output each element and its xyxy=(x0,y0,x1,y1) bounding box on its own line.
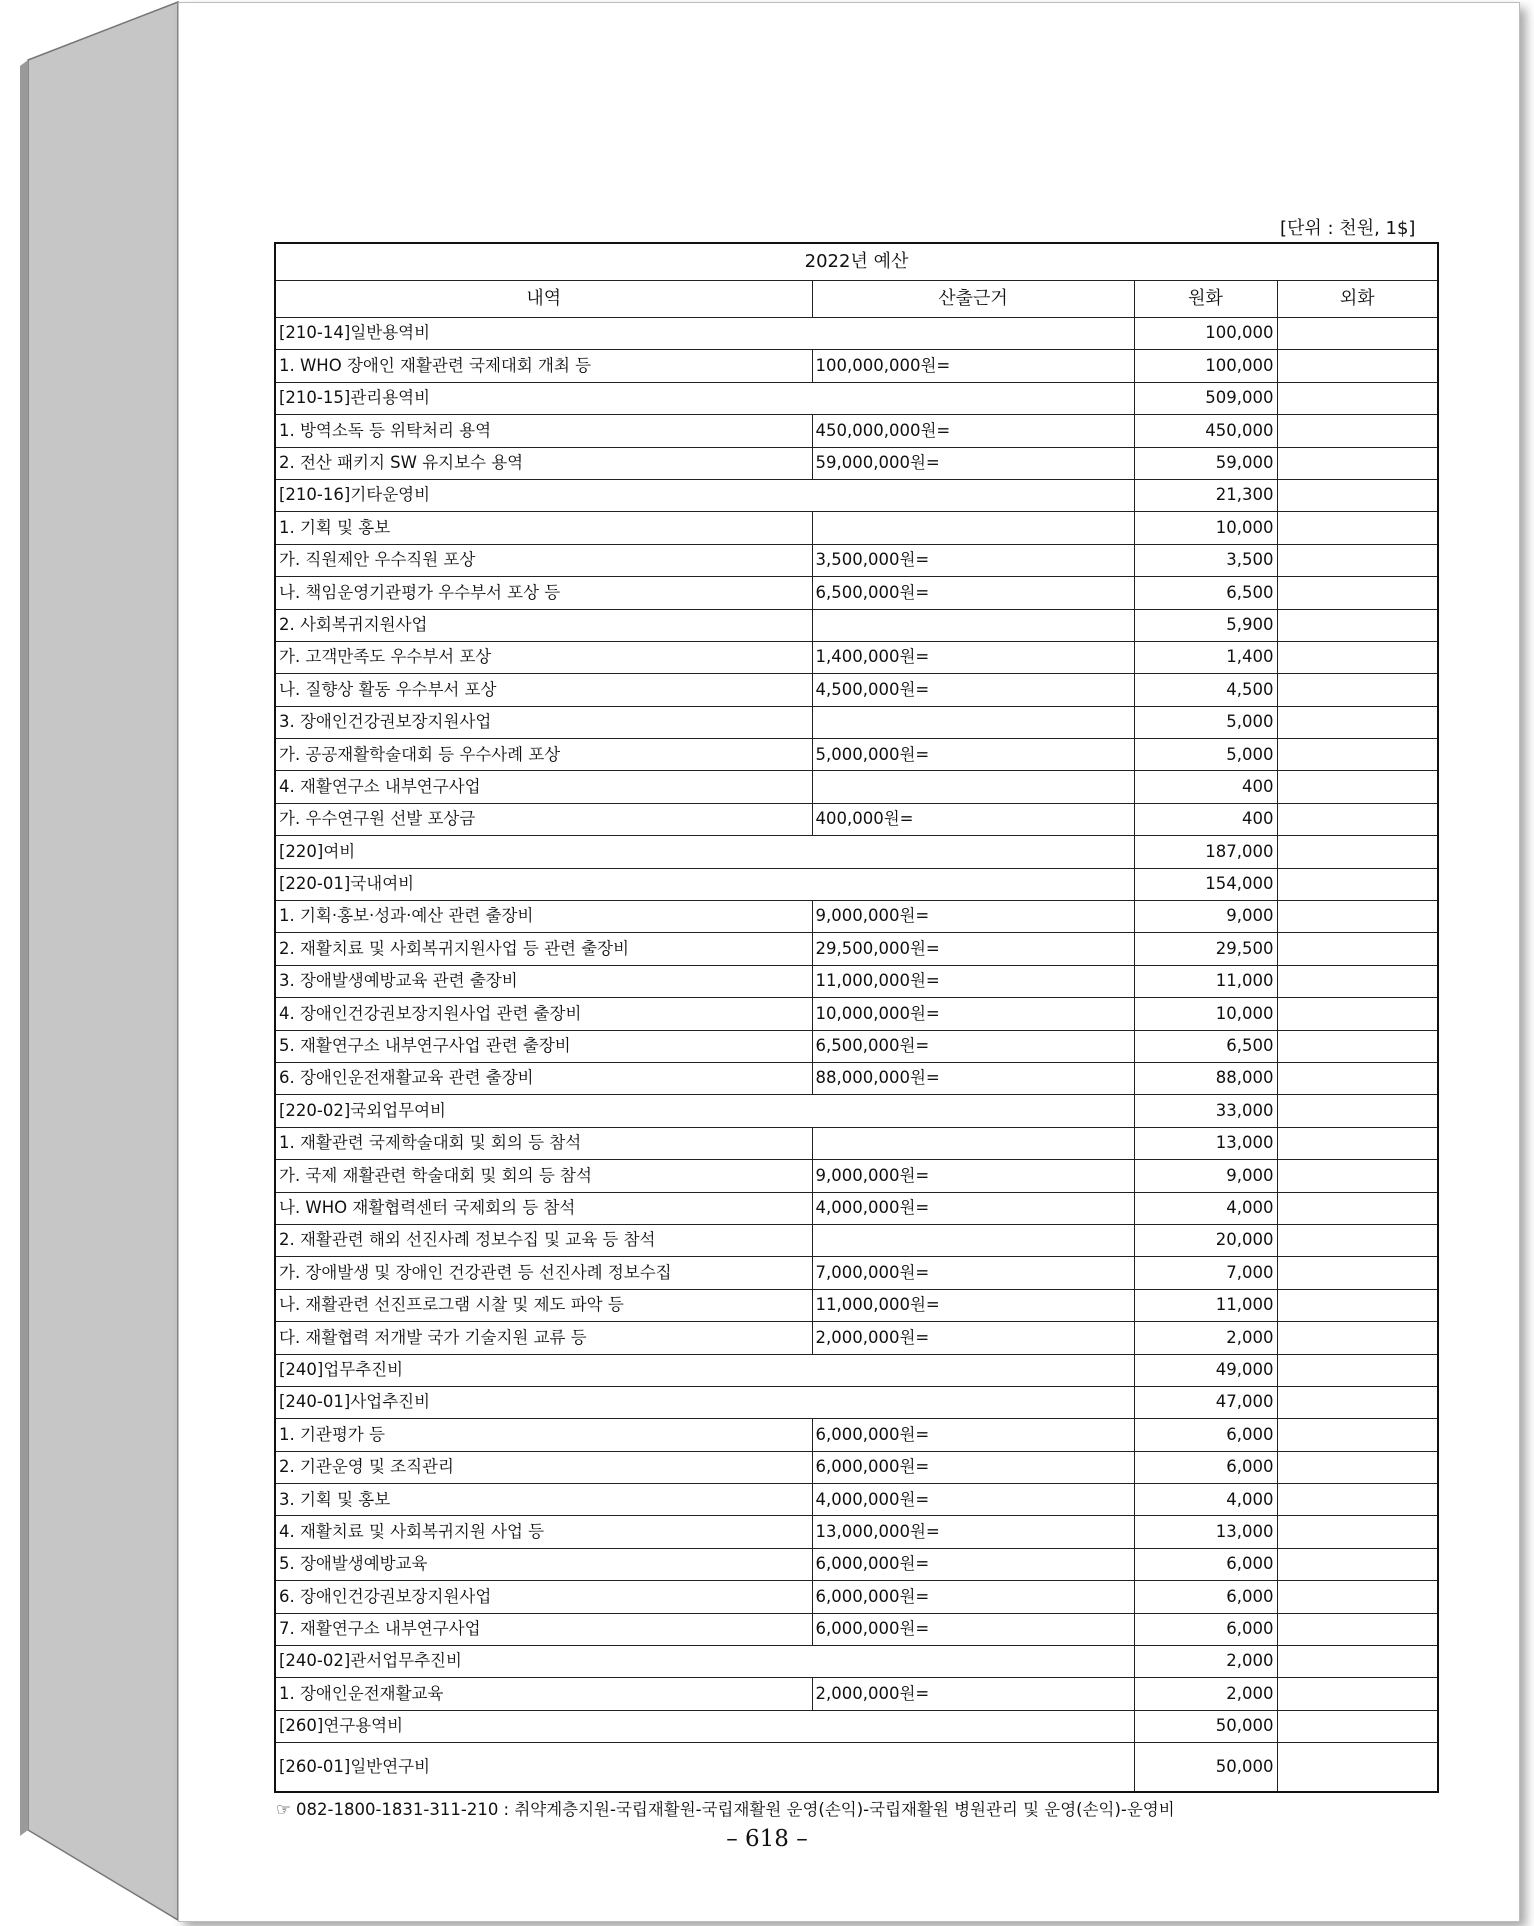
item-label: [240]업무추진비 xyxy=(275,1354,1134,1386)
foreign-amount xyxy=(1277,836,1438,868)
item-label: 2. 사회복귀지원사업 xyxy=(275,609,812,641)
foreign-amount xyxy=(1277,577,1438,609)
krw-amount: 1,400 xyxy=(1134,641,1277,673)
calculation-basis: 59,000,000원= xyxy=(812,447,1134,479)
calculation-basis: 4,000,000원= xyxy=(812,1192,1134,1224)
item-label: 1. 기획·홍보·성과·예산 관련 출장비 xyxy=(275,901,812,933)
krw-amount: 9,000 xyxy=(1134,1160,1277,1192)
foreign-amount xyxy=(1277,415,1438,447)
krw-amount: 33,000 xyxy=(1134,1095,1277,1127)
item-label: 1. 기관평가 등 xyxy=(275,1419,812,1451)
foreign-amount xyxy=(1277,512,1438,544)
foreign-amount xyxy=(1277,1646,1438,1678)
table-row xyxy=(275,1516,1438,1548)
krw-amount: 5,900 xyxy=(1134,609,1277,641)
krw-amount: 6,000 xyxy=(1134,1581,1277,1613)
krw-amount: 50,000 xyxy=(1134,1710,1277,1742)
table-row xyxy=(275,1419,1438,1451)
item-label: 가. 고객만족도 우수부서 포상 xyxy=(275,641,812,673)
foreign-amount xyxy=(1277,1386,1438,1418)
calculation-basis: 6,500,000원= xyxy=(812,577,1134,609)
item-label: 2. 재활관련 해외 선진사례 정보수집 및 교육 등 참석 xyxy=(275,1224,812,1256)
table-row xyxy=(275,1354,1438,1386)
krw-amount: 10,000 xyxy=(1134,512,1277,544)
item-label: 4. 재활연구소 내부연구사업 xyxy=(275,771,812,803)
table-row xyxy=(275,901,1438,933)
table-row xyxy=(275,447,1438,479)
krw-amount: 187,000 xyxy=(1134,836,1277,868)
foreign-amount xyxy=(1277,1127,1438,1159)
table-row xyxy=(275,998,1438,1030)
foreign-amount xyxy=(1277,1743,1438,1793)
krw-amount: 100,000 xyxy=(1134,318,1277,350)
foreign-amount xyxy=(1277,674,1438,706)
item-label: 나. 재활관련 선진프로그램 시찰 및 제도 파악 등 xyxy=(275,1289,812,1321)
krw-amount: 2,000 xyxy=(1134,1646,1277,1678)
item-label: 3. 장애발생예방교육 관련 출장비 xyxy=(275,965,812,997)
item-label: 1. WHO 장애인 재활관련 국제대회 개최 등 xyxy=(275,350,812,382)
foreign-amount xyxy=(1277,965,1438,997)
foreign-amount xyxy=(1277,1613,1438,1645)
foreign-amount xyxy=(1277,706,1438,738)
table-row xyxy=(275,1678,1438,1710)
krw-amount: 4,000 xyxy=(1134,1192,1277,1224)
calculation-basis xyxy=(812,771,1134,803)
item-label: 나. 책임운영기관평가 우수부서 포상 등 xyxy=(275,577,812,609)
krw-amount: 6,500 xyxy=(1134,577,1277,609)
calculation-basis: 10,000,000원= xyxy=(812,998,1134,1030)
foreign-amount xyxy=(1277,1354,1438,1386)
calculation-basis xyxy=(812,512,1134,544)
krw-amount: 13,000 xyxy=(1134,1127,1277,1159)
krw-amount: 6,000 xyxy=(1134,1451,1277,1483)
calculation-basis: 2,000,000원= xyxy=(812,1322,1134,1354)
item-label: [210-14]일반용역비 xyxy=(275,318,1134,350)
calculation-basis: 4,500,000원= xyxy=(812,674,1134,706)
table-row xyxy=(275,739,1438,771)
table-row xyxy=(275,382,1438,414)
item-label: [210-16]기타운영비 xyxy=(275,479,1134,511)
table-row xyxy=(275,641,1438,673)
item-label: 2. 전산 패키지 SW 유지보수 용역 xyxy=(275,447,812,479)
table-row xyxy=(275,1062,1438,1094)
krw-amount: 5,000 xyxy=(1134,739,1277,771)
table-row xyxy=(275,1289,1438,1321)
krw-amount: 6,500 xyxy=(1134,1030,1277,1062)
krw-amount: 9,000 xyxy=(1134,901,1277,933)
krw-amount: 2,000 xyxy=(1134,1678,1277,1710)
calculation-basis: 6,000,000원= xyxy=(812,1581,1134,1613)
item-label: 가. 우수연구원 선발 포상금 xyxy=(275,803,812,835)
calculation-basis: 11,000,000원= xyxy=(812,1289,1134,1321)
table-row xyxy=(275,803,1438,835)
calculation-basis: 7,000,000원= xyxy=(812,1257,1134,1289)
foreign-amount xyxy=(1277,868,1438,900)
column-header-foreign: 외화 xyxy=(1277,281,1438,318)
krw-amount: 509,000 xyxy=(1134,382,1277,414)
table-row xyxy=(275,706,1438,738)
table-row xyxy=(275,479,1438,511)
table-row xyxy=(275,350,1438,382)
table-row xyxy=(275,933,1438,965)
krw-amount: 6,000 xyxy=(1134,1419,1277,1451)
item-label: 5. 장애발생예방교육 xyxy=(275,1548,812,1580)
calculation-basis: 450,000,000원= xyxy=(812,415,1134,447)
table-row xyxy=(275,1095,1438,1127)
krw-amount: 450,000 xyxy=(1134,415,1277,447)
item-label: 6. 장애인운전재활교육 관련 출장비 xyxy=(275,1062,812,1094)
calculation-basis: 6,000,000원= xyxy=(812,1613,1134,1645)
foreign-amount xyxy=(1277,318,1438,350)
item-label: [220-01]국내여비 xyxy=(275,868,1134,900)
table-row xyxy=(275,1192,1438,1224)
calculation-basis: 6,000,000원= xyxy=(812,1451,1134,1483)
calculation-basis: 6,500,000원= xyxy=(812,1030,1134,1062)
table-row xyxy=(275,1127,1438,1159)
table-body xyxy=(275,318,1438,1793)
calculation-basis: 9,000,000원= xyxy=(812,1160,1134,1192)
foreign-amount xyxy=(1277,771,1438,803)
foreign-amount xyxy=(1277,609,1438,641)
krw-amount: 59,000 xyxy=(1134,447,1277,479)
krw-amount: 4,500 xyxy=(1134,674,1277,706)
item-label: 가. 장애발생 및 장애인 건강관련 등 선진사례 정보수집 xyxy=(275,1257,812,1289)
column-header-basis: 산출근거 xyxy=(812,281,1134,318)
item-label: 2. 기관운영 및 조직관리 xyxy=(275,1451,812,1483)
krw-amount: 47,000 xyxy=(1134,1386,1277,1418)
krw-amount: 21,300 xyxy=(1134,479,1277,511)
item-label: 나. WHO 재활협력센터 국제회의 등 참석 xyxy=(275,1192,812,1224)
item-label: 1. 재활관련 국제학술대회 및 회의 등 참석 xyxy=(275,1127,812,1159)
foreign-amount xyxy=(1277,1062,1438,1094)
foreign-amount xyxy=(1277,933,1438,965)
krw-amount: 11,000 xyxy=(1134,1289,1277,1321)
budget-table xyxy=(274,242,1439,1793)
foreign-amount xyxy=(1277,447,1438,479)
krw-amount: 20,000 xyxy=(1134,1224,1277,1256)
foreign-amount xyxy=(1277,998,1438,1030)
column-header-krw: 원화 xyxy=(1134,281,1277,318)
calculation-basis: 100,000,000원= xyxy=(812,350,1134,382)
krw-amount: 6,000 xyxy=(1134,1613,1277,1645)
krw-amount: 88,000 xyxy=(1134,1062,1277,1094)
table-row xyxy=(275,1322,1438,1354)
table-row xyxy=(275,1743,1438,1793)
krw-amount: 400 xyxy=(1134,771,1277,803)
item-label: 가. 직원제안 우수직원 포상 xyxy=(275,544,812,576)
foreign-amount xyxy=(1277,1224,1438,1256)
item-label: 가. 공공재활학술대회 등 우수사례 포상 xyxy=(275,739,812,771)
item-label: 4. 재활치료 및 사회복귀지원 사업 등 xyxy=(275,1516,812,1548)
item-label: 2. 재활치료 및 사회복귀지원사업 등 관련 출장비 xyxy=(275,933,812,965)
table-row xyxy=(275,1257,1438,1289)
foreign-amount xyxy=(1277,1289,1438,1321)
foreign-amount xyxy=(1277,1581,1438,1613)
table-row xyxy=(275,577,1438,609)
krw-amount: 10,000 xyxy=(1134,998,1277,1030)
foreign-amount xyxy=(1277,544,1438,576)
item-label: 1. 장애인운전재활교육 xyxy=(275,1678,812,1710)
table-header-row xyxy=(275,281,1438,318)
table-row xyxy=(275,1386,1438,1418)
krw-amount: 50,000 xyxy=(1134,1743,1277,1793)
item-label: 4. 장애인건강권보장지원사업 관련 출장비 xyxy=(275,998,812,1030)
calculation-basis: 6,000,000원= xyxy=(812,1548,1134,1580)
item-label: [210-15]관리용역비 xyxy=(275,382,1134,414)
item-label: 나. 질향상 활동 우수부서 포상 xyxy=(275,674,812,706)
krw-amount: 49,000 xyxy=(1134,1354,1277,1386)
foreign-amount xyxy=(1277,1710,1438,1742)
table-row xyxy=(275,1613,1438,1645)
calculation-basis: 11,000,000원= xyxy=(812,965,1134,997)
foreign-amount xyxy=(1277,1548,1438,1580)
item-label: [220]여비 xyxy=(275,836,1134,868)
calculation-basis: 29,500,000원= xyxy=(812,933,1134,965)
krw-amount: 400 xyxy=(1134,803,1277,835)
table-row xyxy=(275,512,1438,544)
krw-amount: 3,500 xyxy=(1134,544,1277,576)
table-row xyxy=(275,674,1438,706)
table-title: 2022년 예산 xyxy=(275,243,1438,281)
foreign-amount xyxy=(1277,1516,1438,1548)
calculation-basis: 1,400,000원= xyxy=(812,641,1134,673)
calculation-basis: 9,000,000원= xyxy=(812,901,1134,933)
table-row xyxy=(275,1224,1438,1256)
account-code-footnote: ☞ 082-1800-1831-311-210 : 취약계층지원-국립재활원-국립재활원 운영(손익)-국립재활원 병원관리 및 운영(손익)-운영비 xyxy=(276,1800,1175,1819)
foreign-amount xyxy=(1277,1160,1438,1192)
item-label: [220-02]국외업무여비 xyxy=(275,1095,1134,1127)
krw-amount: 154,000 xyxy=(1134,868,1277,900)
page-number: – 618 – xyxy=(726,1826,808,1852)
krw-amount: 5,000 xyxy=(1134,706,1277,738)
calculation-basis xyxy=(812,706,1134,738)
krw-amount: 6,000 xyxy=(1134,1548,1277,1580)
foreign-amount xyxy=(1277,1030,1438,1062)
foreign-amount xyxy=(1277,1322,1438,1354)
table-row xyxy=(275,1030,1438,1062)
foreign-amount xyxy=(1277,803,1438,835)
krw-amount: 7,000 xyxy=(1134,1257,1277,1289)
foreign-amount xyxy=(1277,901,1438,933)
krw-amount: 2,000 xyxy=(1134,1322,1277,1354)
krw-amount: 11,000 xyxy=(1134,965,1277,997)
table-row xyxy=(275,836,1438,868)
foreign-amount xyxy=(1277,1419,1438,1451)
foreign-amount xyxy=(1277,479,1438,511)
krw-amount: 13,000 xyxy=(1134,1516,1277,1548)
foreign-amount xyxy=(1277,350,1438,382)
table-row xyxy=(275,771,1438,803)
table-title-row xyxy=(275,243,1438,281)
calculation-basis: 2,000,000원= xyxy=(812,1678,1134,1710)
item-label: 가. 국제 재활관련 학술대회 및 회의 등 참석 xyxy=(275,1160,812,1192)
table-row xyxy=(275,1451,1438,1483)
calculation-basis: 13,000,000원= xyxy=(812,1516,1134,1548)
table-row xyxy=(275,1710,1438,1742)
calculation-basis: 88,000,000원= xyxy=(812,1062,1134,1094)
krw-amount: 4,000 xyxy=(1134,1484,1277,1516)
calculation-basis: 400,000원= xyxy=(812,803,1134,835)
calculation-basis: 3,500,000원= xyxy=(812,544,1134,576)
calculation-basis xyxy=(812,1224,1134,1256)
table-row xyxy=(275,1160,1438,1192)
column-header-items: 내역 xyxy=(275,281,812,318)
foreign-amount xyxy=(1277,1095,1438,1127)
table-row xyxy=(275,1581,1438,1613)
item-label: 5. 재활연구소 내부연구사업 관련 출장비 xyxy=(275,1030,812,1062)
item-label: 1. 기획 및 홍보 xyxy=(275,512,812,544)
foreign-amount xyxy=(1277,641,1438,673)
calculation-basis: 5,000,000원= xyxy=(812,739,1134,771)
item-label: [260-01]일반연구비 xyxy=(275,1743,1134,1793)
item-label: 3. 기획 및 홍보 xyxy=(275,1484,812,1516)
item-label: 7. 재활연구소 내부연구사업 xyxy=(275,1613,812,1645)
foreign-amount xyxy=(1277,382,1438,414)
table-row xyxy=(275,965,1438,997)
unit-note: [단위 : 천원, 1$] xyxy=(1280,218,1416,239)
table-row xyxy=(275,1646,1438,1678)
krw-amount: 29,500 xyxy=(1134,933,1277,965)
foreign-amount xyxy=(1277,1257,1438,1289)
krw-amount: 100,000 xyxy=(1134,350,1277,382)
item-label: 1. 방역소독 등 위탁처리 용역 xyxy=(275,415,812,447)
table-row xyxy=(275,1484,1438,1516)
item-label: 다. 재활협력 저개발 국가 기술지원 교류 등 xyxy=(275,1322,812,1354)
item-label: [240-02]관서업무추진비 xyxy=(275,1646,1134,1678)
foreign-amount xyxy=(1277,739,1438,771)
foreign-amount xyxy=(1277,1484,1438,1516)
item-label: 6. 장애인건강권보장지원사업 xyxy=(275,1581,812,1613)
calculation-basis xyxy=(812,1127,1134,1159)
table-row xyxy=(275,1548,1438,1580)
foreign-amount xyxy=(1277,1678,1438,1710)
calculation-basis: 4,000,000원= xyxy=(812,1484,1134,1516)
calculation-basis: 6,000,000원= xyxy=(812,1419,1134,1451)
table-row xyxy=(275,415,1438,447)
table-row xyxy=(275,868,1438,900)
item-label: 3. 장애인건강권보장지원사업 xyxy=(275,706,812,738)
foreign-amount xyxy=(1277,1451,1438,1483)
item-label: [260]연구용역비 xyxy=(275,1710,1134,1742)
calculation-basis xyxy=(812,609,1134,641)
table-row xyxy=(275,544,1438,576)
table-row xyxy=(275,318,1438,350)
foreign-amount xyxy=(1277,1192,1438,1224)
item-label: [240-01]사업추진비 xyxy=(275,1386,1134,1418)
table-row xyxy=(275,609,1438,641)
